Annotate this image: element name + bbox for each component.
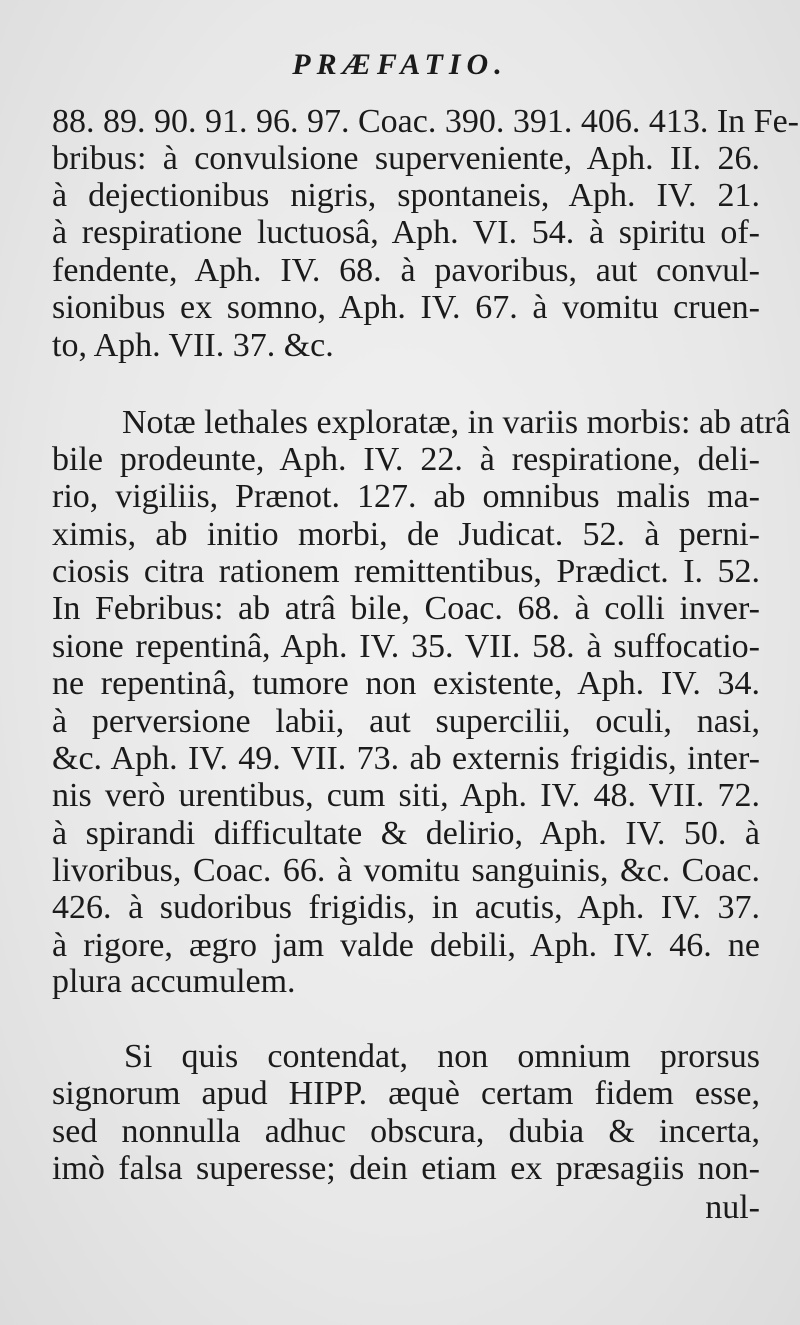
text-line: sione repentinâ, Aph. IV. 35. VII. 58. à suffocatio- bbox=[52, 628, 760, 665]
text-line: à rigore, ægro jam valde debili, Aph. IV. 46. ne bbox=[52, 927, 760, 964]
text-line: bile prodeunte, Aph. IV. 22. à respiratione, deli- bbox=[52, 441, 760, 478]
text-line: fendente, Aph. IV. 68. à pavoribus, aut convul- bbox=[52, 252, 760, 289]
text-line: &c. Aph. IV. 49. VII. 73. ab externis frigidis, inter- bbox=[52, 740, 760, 777]
text-line: plura accumulem. bbox=[52, 963, 296, 1000]
text-line: ximis, ab initio morbi, de Judicat. 52. à perni- bbox=[52, 516, 760, 553]
text-line: sionibus ex somno, Aph. IV. 67. à vomitu cruen- bbox=[52, 289, 760, 326]
text-line: à spirandi difficultate & delirio, Aph. IV. 50. à bbox=[52, 815, 760, 852]
text-line: In Febribus: ab atrâ bile, Coac. 68. à colli inver- bbox=[52, 590, 760, 627]
text-line: rio, vigiliis, Prænot. 127. ab omnibus malis ma- bbox=[52, 478, 760, 515]
text-line: à dejectionibus nigris, spontaneis, Aph. IV. 21. bbox=[52, 177, 760, 214]
text-line: Notæ lethales exploratæ, in variis morbis: ab atrâ bbox=[122, 404, 791, 441]
text-line: nis verò urentibus, cum siti, Aph. IV. 48. VII. 72. bbox=[52, 777, 760, 814]
text-line: livoribus, Coac. 66. à vomitu sanguinis, &c. Coac. bbox=[52, 852, 760, 889]
text-line: bribus: à convulsione superveniente, Aph. II. 26. bbox=[52, 140, 760, 177]
text-line: imò falsa superesse; dein etiam ex præsagiis non- bbox=[52, 1150, 760, 1187]
text-line: Si quis contendat, non omnium prorsus bbox=[124, 1038, 760, 1075]
text-line: 88. 89. 90. 91. 96. 97. Coac. 390. 391. 406. 413. In Fe- bbox=[52, 103, 800, 140]
text-line: ne repentinâ, tumore non existente, Aph. IV. 34. bbox=[52, 665, 760, 702]
text-line: to, Aph. VII. 37. &c. bbox=[52, 327, 334, 364]
text-line: à respiratione luctuosâ, Aph. VI. 54. à spiritu of- bbox=[52, 214, 760, 251]
text-line: ciosis citra rationem remittentibus, Prædict. I. 52. bbox=[52, 553, 760, 590]
text-line: signorum apud HIPP. æquè certam fidem esse, bbox=[52, 1075, 760, 1112]
text-line: sed nonnulla adhuc obscura, dubia & incerta, bbox=[52, 1113, 760, 1150]
text-line: 426. à sudoribus frigidis, in acutis, Aph. IV. 37. bbox=[52, 889, 760, 926]
text-line: à perversione labii, aut supercilii, oculi, nasi, bbox=[52, 703, 760, 740]
catchword: nul- bbox=[705, 1189, 760, 1226]
running-header: PRÆFATIO. bbox=[292, 48, 508, 81]
